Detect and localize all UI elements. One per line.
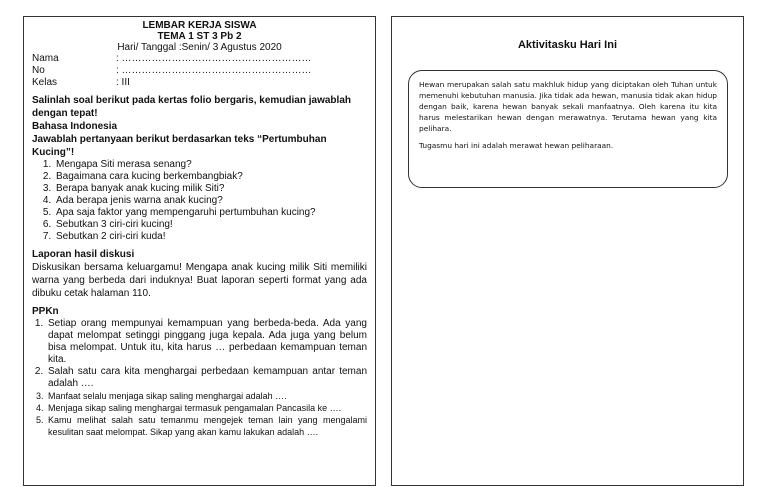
list-item: 2. Salah satu cara kita menghargai perbedaan kemampuan antar teman adalah ….	[46, 366, 367, 390]
list-item: 4. Ada berapa jenis warna anak kucing?	[54, 195, 367, 207]
field-value: : …………………………………………………	[116, 65, 312, 76]
name-field	[32, 53, 367, 65]
list-item: 3. Manfaat selalu menjaga sikap saling menghargai adalah ….	[46, 390, 367, 402]
list-item: 1. Mengapa Siti merasa senang?	[54, 159, 367, 171]
list-item: 6. Sebutkan 3 ciri-ciri kucing!	[54, 219, 367, 231]
field-value: : III	[116, 77, 130, 88]
list-item: 1. Setiap orang mempunyai kemampuan yang berbeda-beda. Ada yang dapat melompat setinggi pinggang juga kepala. Ada juga yang belum bisa melompat. Untuk itu, kita harus … perbedaan kemampuan teman kita.	[46, 318, 367, 366]
worksheet-title: LEMBAR KERJA SISWA	[142, 20, 257, 31]
report-heading: Laporan hasil diskusi	[32, 249, 135, 260]
field-value: : …………………………………………………	[116, 53, 312, 64]
ppkn-question-list	[32, 318, 367, 438]
theme-title: TEMA 1 ST 3 Pb 2	[157, 31, 242, 42]
field-label: No	[32, 65, 45, 76]
list-item: 5. Apa saja faktor yang mempengaruhi pertumbuhan kucing?	[54, 207, 367, 219]
number-field	[32, 65, 367, 77]
activity-page	[391, 16, 744, 486]
list-item: 3. Berapa banyak anak kucing milik Siti?	[54, 183, 367, 195]
activity-text-box	[408, 70, 728, 188]
activity-paragraph: Hewan merupakan salah satu makhluk hidup yang diciptakan oleh Tuhan untuk memenuhi kebutuhan manusia. Jika tidak ada hewan, manusia tidak akan hidup dengan baik, karena hewan banyak sekali manfaatnya. Oleh karena itu kita harus melestarikan hewan dengan merawatnya. Terutama hewan yang kita pelihara.	[419, 80, 717, 133]
instruction-text: Salinlah soal berikut pada kertas folio bergaris, kemudian jawablah dengan tepat!	[32, 95, 351, 119]
activity-task: Tugasmu hari ini adalah merawat hewan peliharaan.	[419, 141, 614, 150]
field-label: Kelas	[32, 77, 58, 88]
list-item: 2. Bagaimana cara kucing berkembangbiak?	[54, 171, 367, 183]
class-field	[32, 77, 367, 89]
list-item: 7. Sebutkan 2 ciri-ciri kuda!	[54, 231, 367, 243]
worksheet-page	[23, 16, 376, 486]
list-item: 4. Menjaga sikap saling menghargai termasuk pengamalan Pancasila ke ….	[46, 402, 367, 414]
subject-heading: Bahasa Indonesia	[32, 121, 118, 132]
list-item: 5. Kamu melihat salah satu temanmu mengejek teman lain yang mengalami kesulitan saat melompat. Sikap yang akan kamu lakukan adalah ….	[46, 414, 367, 438]
activity-title: Aktivitasku Hari Ini	[517, 39, 618, 51]
question-list	[32, 159, 367, 243]
subject-heading: PPKn	[32, 306, 59, 317]
report-text: Diskusikan bersama keluargamu! Mengapa anak kucing milik Siti memiliki warna yang berbeda dari induknya! Buat laporan seperti format yang ada dibuku cetak halaman 110.	[32, 262, 367, 299]
date-line: Hari/ Tanggal :Senin/ 3 Agustus 2020	[117, 42, 282, 53]
field-label: Nama	[32, 53, 59, 64]
question-header: Jawablah pertanyaan berikut berdasarkan teks “Pertumbuhan Kucing”!	[32, 134, 327, 158]
